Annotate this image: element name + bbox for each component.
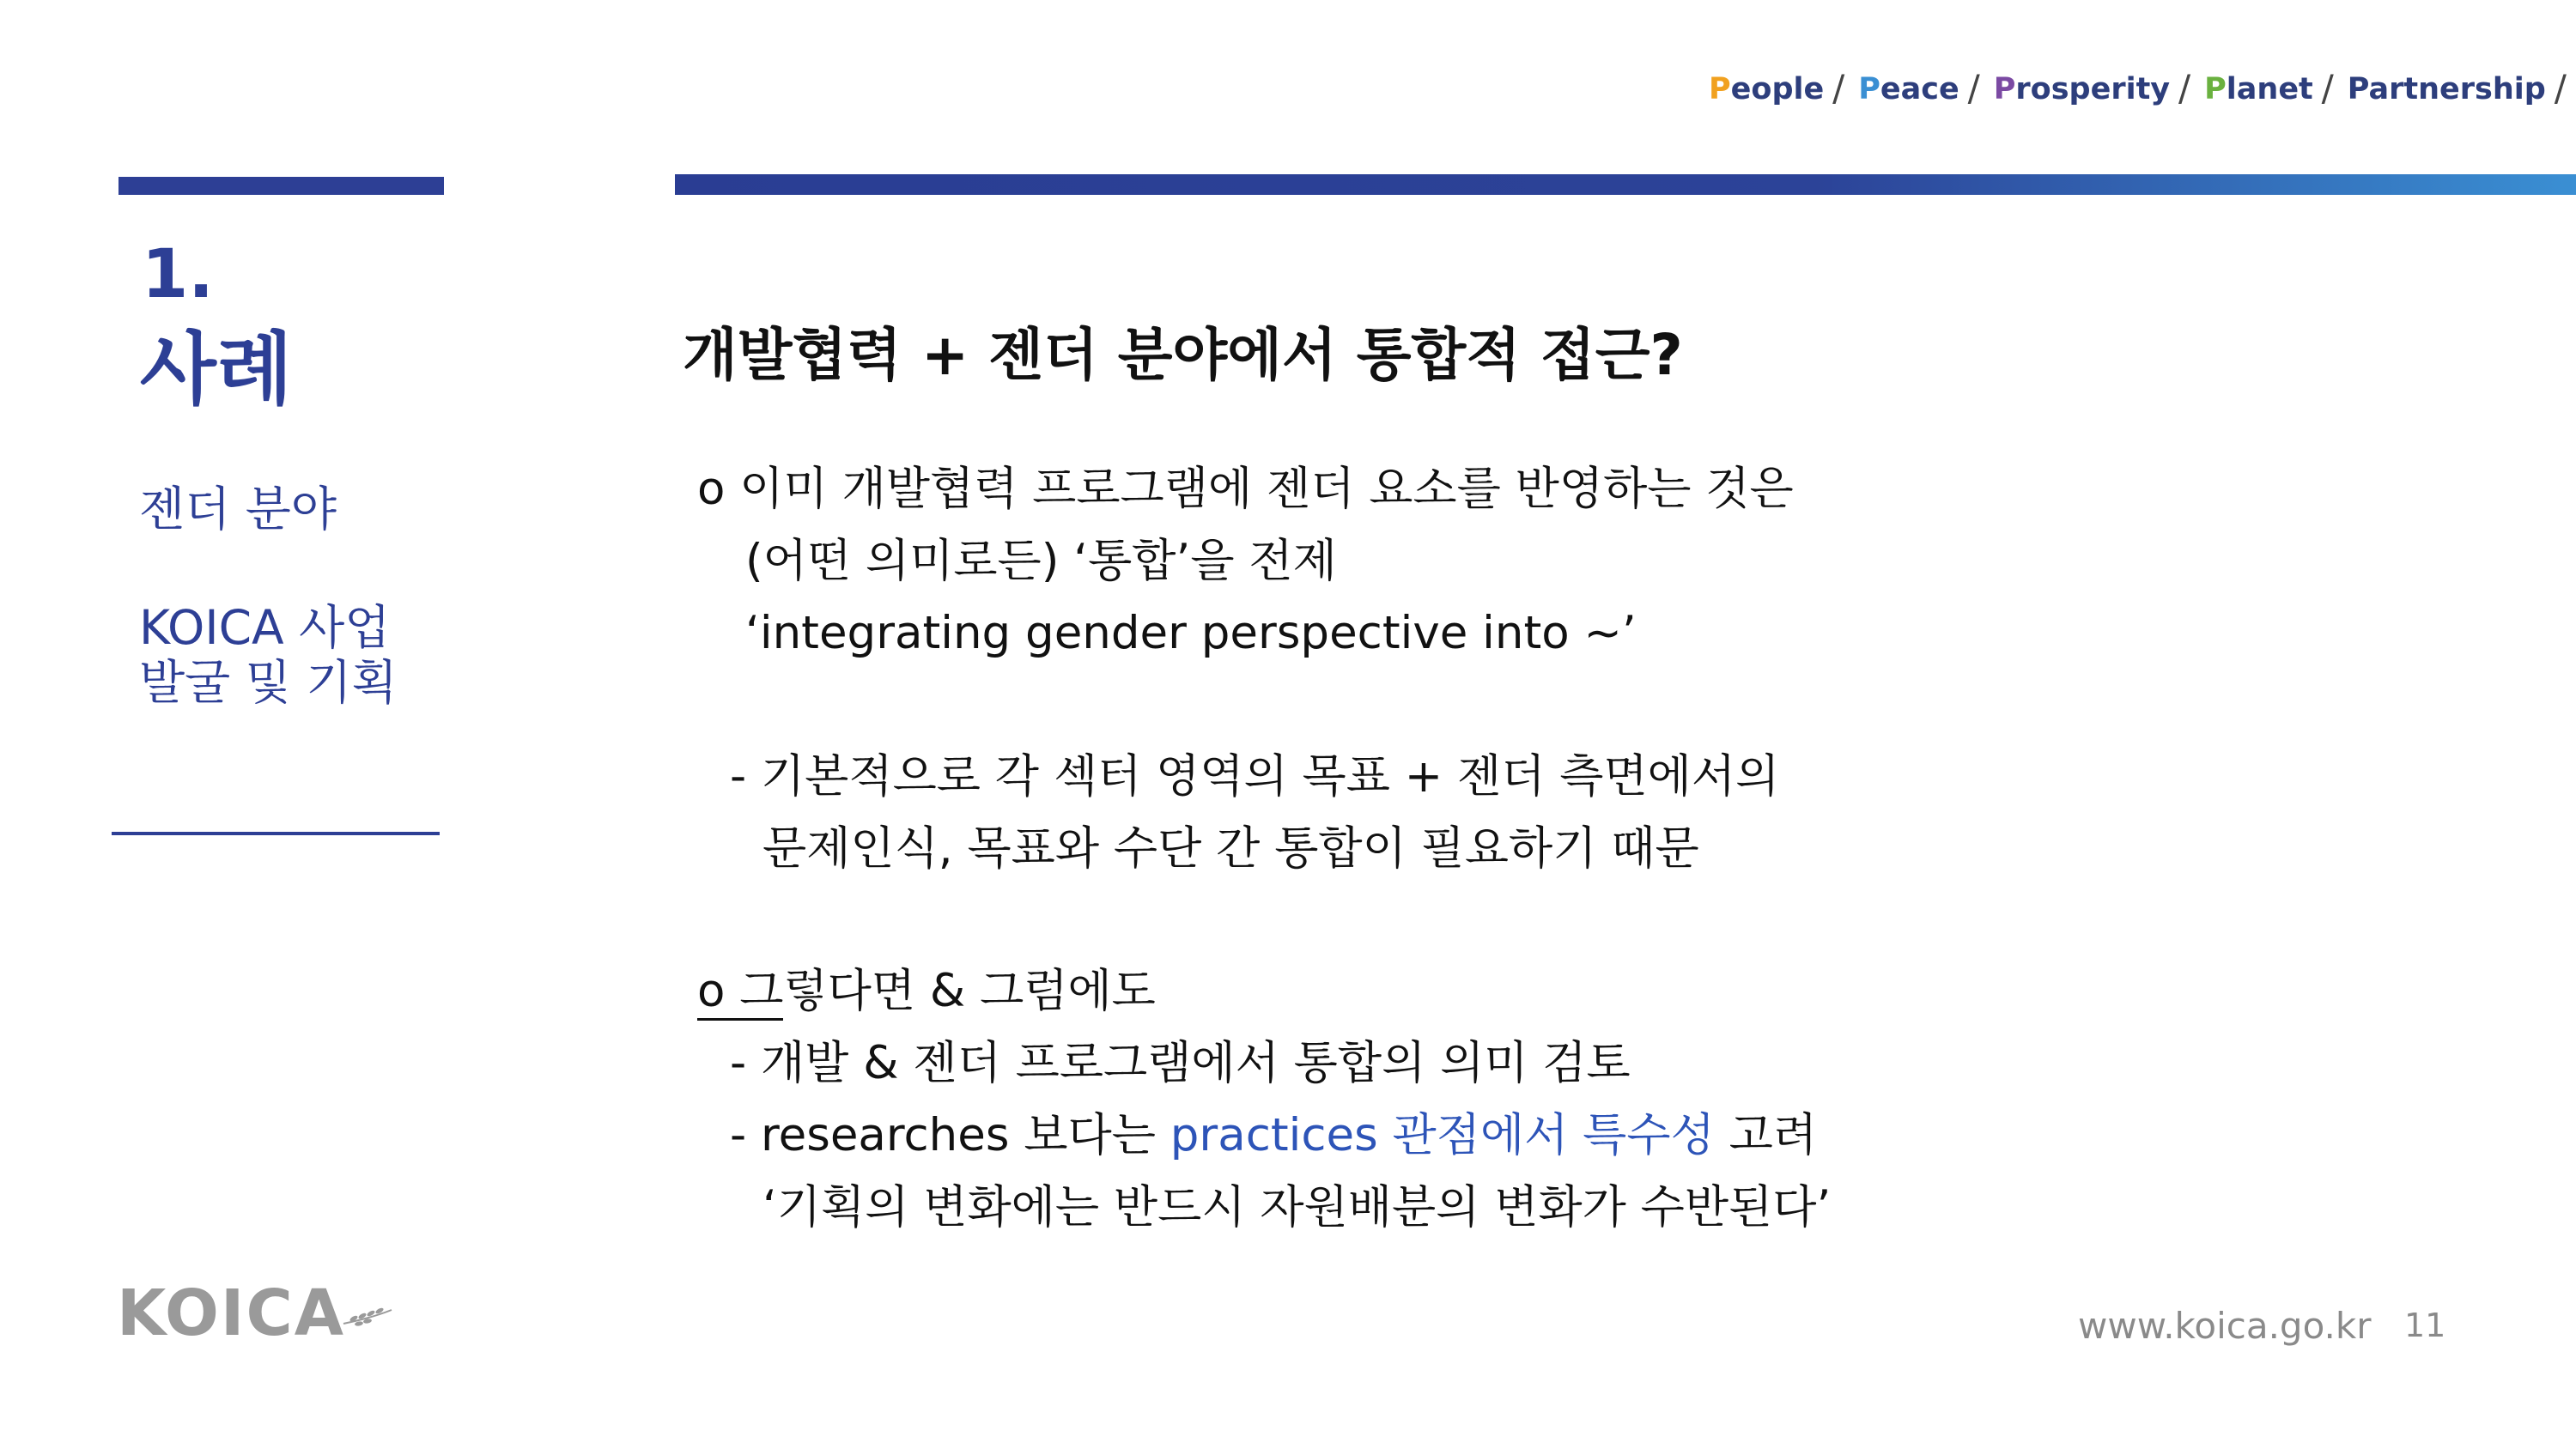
tagline-planet-initial: P: [2204, 72, 2227, 106]
sidebar-divider: [112, 832, 440, 835]
page-number: 11: [2404, 1307, 2446, 1344]
body-line-prefix: - researches 보다는: [730, 1109, 1170, 1161]
body-line: - 개발 & 젠더 프로그램에서 통합의 의미 검토: [730, 1037, 1631, 1089]
body-line: ‘기획의 변화에는 반드시 자원배분의 변화가 수반된다’: [762, 1181, 1832, 1234]
body-line: - 기본적으로 각 섹터 영역의 목표 + 젠더 측면에서의: [730, 750, 1780, 803]
highlighted-phrase: practices 관점에서 특수성: [1170, 1109, 1715, 1161]
tagline-peace: [1858, 67, 1980, 109]
body-line-highlighted: [730, 1108, 1817, 1163]
slash-divider: /: [1967, 67, 1980, 109]
page-title: 개발협력 + 젠더 분야에서 통합적 접근?: [683, 322, 1683, 388]
body-line: 문제인식, 목표와 수단 간 통합이 필요하기 때문: [762, 822, 1699, 875]
tagline-people-rest: eople: [1730, 72, 1825, 106]
slash-divider: /: [1832, 67, 1845, 109]
section-number: 1.: [142, 236, 214, 313]
tagline-planet: [2204, 67, 2334, 109]
koica-logo: [117, 1276, 393, 1350]
header-gradient-bar: [675, 174, 2576, 195]
tagline-partnership: [2347, 67, 2567, 109]
leaf-icon: [342, 1305, 393, 1331]
logo-text: KOICA: [117, 1276, 346, 1350]
body-line-suffix: 고려: [1714, 1109, 1818, 1161]
section-title: 사례: [140, 324, 293, 415]
body-line: (어떤 의미로든) ‘통합’을 전제: [745, 535, 1337, 587]
body-line: o 그렇다면 & 그럼에도: [697, 965, 1156, 1017]
underline-decoration: [697, 1018, 783, 1021]
tagline-prosperity-initial: P: [1993, 72, 2016, 106]
footer-website-link[interactable]: www.koica.go.kr: [2078, 1305, 2372, 1347]
body-line: ‘integrating gender perspective into ~’: [745, 607, 1637, 659]
sidebar-accent-bar: [118, 177, 444, 195]
slash-divider: /: [2178, 67, 2191, 109]
tagline-partnership-rest: artnership: [2368, 72, 2546, 106]
tagline-partnership-initial: P: [2347, 72, 2369, 106]
tagline-peace-rest: eace: [1880, 72, 1959, 106]
sidebar-subtitle-gender: 젠더 분야: [139, 482, 337, 537]
tagline-prosperity-rest: rosperity: [2015, 72, 2171, 106]
sidebar-subtitle-koica-line2: 발굴 및 기획: [139, 655, 398, 710]
tagline-people-initial: P: [1709, 72, 1731, 106]
body-line: o 이미 개발협력 프로그램에 젠더 요소를 반영하는 것은: [697, 463, 1794, 515]
tagline-peace-initial: P: [1858, 72, 1880, 106]
slash-divider: /: [2554, 67, 2567, 109]
tagline-people: [1709, 67, 1845, 109]
tagline-prosperity: [1993, 67, 2191, 109]
slash-divider: /: [2321, 67, 2334, 109]
sidebar-subtitle-koica-line1: KOICA 사업: [139, 600, 391, 655]
tagline: [1709, 65, 2567, 113]
tagline-planet-rest: lanet: [2226, 72, 2313, 106]
